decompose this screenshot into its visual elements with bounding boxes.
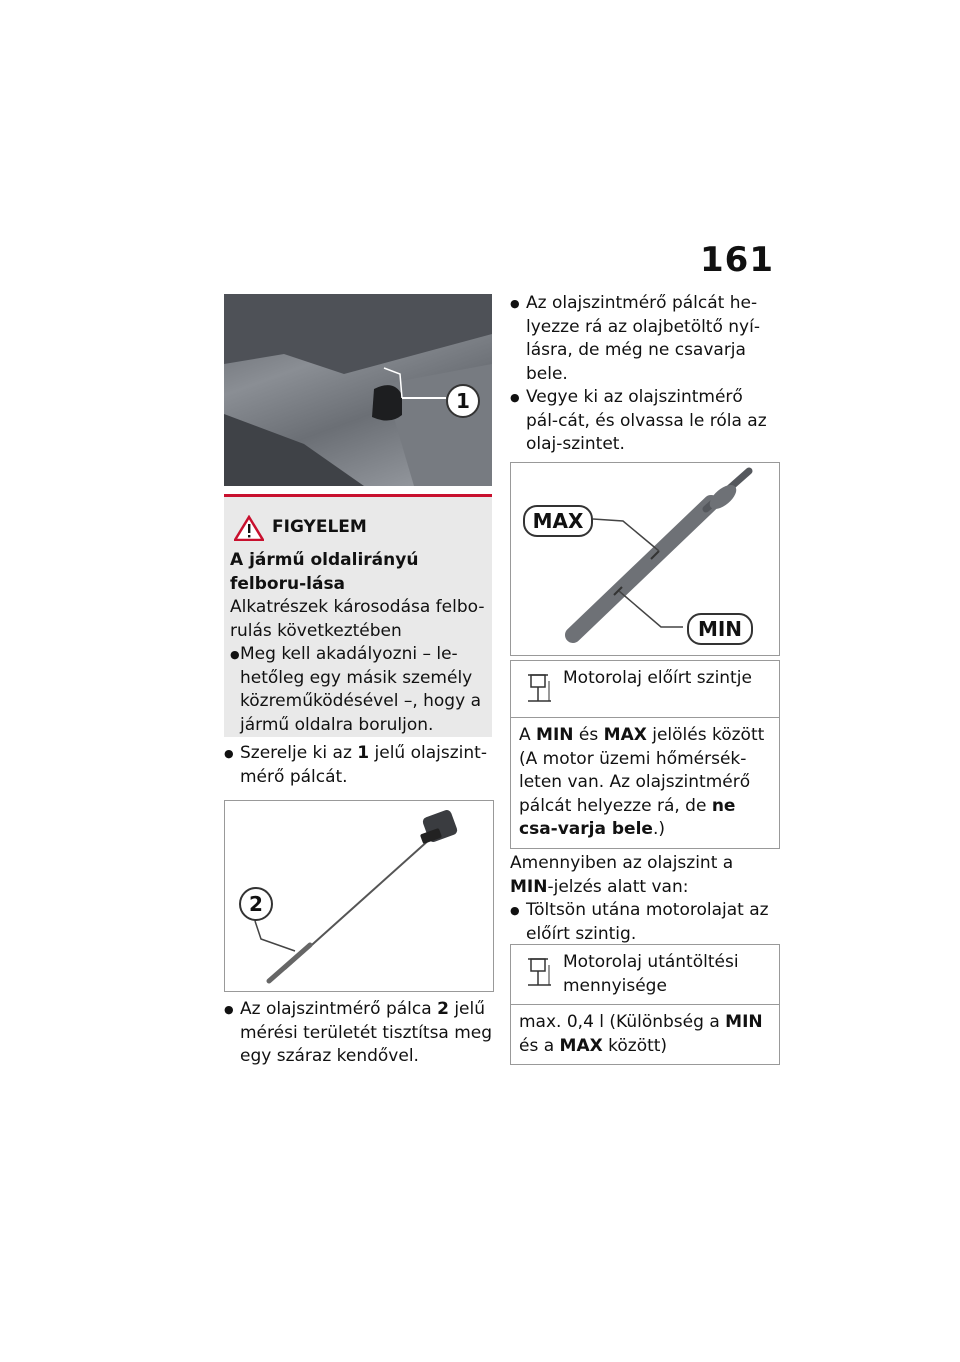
- step-2-after: jelű mérési területét tisztítsa meg egy száraz kendővel.: [240, 999, 493, 1066]
- spec-oil-refill-header: [511, 945, 779, 1005]
- step-4: ● Vegye ki az olajszintmérő pál-cát, és olvassa le róla az olaj-szintet.: [510, 386, 772, 457]
- spec-oil-level: [510, 660, 780, 849]
- step-3: ● Az olajszintmérő pálcát he-lyezze rá az olajbetöltő nyí-lásra, de még ne csavarja bele.: [510, 292, 772, 386]
- step-1: [224, 742, 494, 789]
- s2-t3: között): [602, 1035, 668, 1056]
- s1-b3: ne csa-varja bele: [519, 795, 736, 839]
- engine-oil-level-icon: [525, 671, 553, 705]
- s2-b2: MAX: [559, 1035, 603, 1056]
- warning-bullet-text: Meg kell akadályozni – le-hetőleg egy másik személy közreműködésével –, hogy a jármű oldalra boruljon.: [240, 644, 481, 735]
- condition-text: [510, 852, 778, 899]
- s1-t3: jelölés között (A motor üzemi hőmérsék-leten van. Az olajszintmérő pálcát helyezze rá, de: [519, 725, 765, 816]
- step-1-num: 1: [357, 743, 370, 763]
- engine-oil-level-icon: [525, 955, 553, 989]
- step-1-after: jelű olajszint-mérő pálcát.: [240, 743, 487, 787]
- callout-1: 1: [446, 384, 480, 418]
- callout-2: 2: [239, 887, 273, 921]
- spec-oil-refill-title: Motorolaj utántöltési mennyisége: [563, 952, 739, 996]
- figure-min-max: [510, 462, 780, 656]
- s2-t1: max. 0,4 l (Különbség a: [519, 1012, 726, 1032]
- spec-oil-level-header: [511, 661, 779, 718]
- figure-dipstick: [224, 800, 494, 992]
- s2-t2: és a: [519, 1035, 560, 1056]
- max-label: MAX: [523, 505, 593, 537]
- spec-oil-level-title: Motorolaj előírt szintje: [563, 668, 752, 688]
- condition-block: [510, 852, 778, 946]
- spec-oil-level-value: [511, 718, 779, 848]
- step-5: ● Töltsön utána motorolajat az előírt szintig.: [510, 899, 778, 946]
- warning-triangle-icon: [234, 515, 264, 541]
- step-2-text: [224, 998, 494, 1069]
- steps-right: [510, 292, 772, 457]
- page-number: 161: [700, 240, 774, 280]
- s2-b1: MIN: [725, 1012, 763, 1032]
- s1-b1: MIN: [536, 725, 574, 745]
- figure-oil-filler-photo: [224, 294, 492, 486]
- warning-subtitle: A jármű oldalirányú felboru-lása: [230, 550, 419, 594]
- warning-title: FIGYELEM: [272, 517, 367, 537]
- spec-oil-refill: [510, 944, 780, 1065]
- step-2-num: 2: [437, 999, 449, 1019]
- warning-bullet: [230, 643, 488, 737]
- step-1-text: [224, 742, 494, 789]
- step-1-before: Szerelje ki az: [240, 743, 358, 763]
- condition-bold: MIN: [510, 876, 548, 897]
- s1-t4: .): [652, 819, 665, 839]
- condition-before: Amennyiben az olajszint a: [510, 853, 734, 873]
- s1-b2: MAX: [603, 725, 647, 745]
- spec-oil-refill-value: [511, 1005, 779, 1064]
- s1-t2: és: [573, 725, 604, 745]
- warning-box: [224, 494, 492, 737]
- warning-cause: Alkatrészek károsodása felbo-rulás következtében: [230, 597, 485, 641]
- s1-t1: A: [519, 725, 537, 745]
- step-2-before: Az olajszintmérő pálca: [240, 999, 438, 1019]
- min-label: MIN: [687, 613, 753, 645]
- step-2: [224, 998, 494, 1069]
- condition-after: -jelzés alatt van:: [547, 876, 689, 897]
